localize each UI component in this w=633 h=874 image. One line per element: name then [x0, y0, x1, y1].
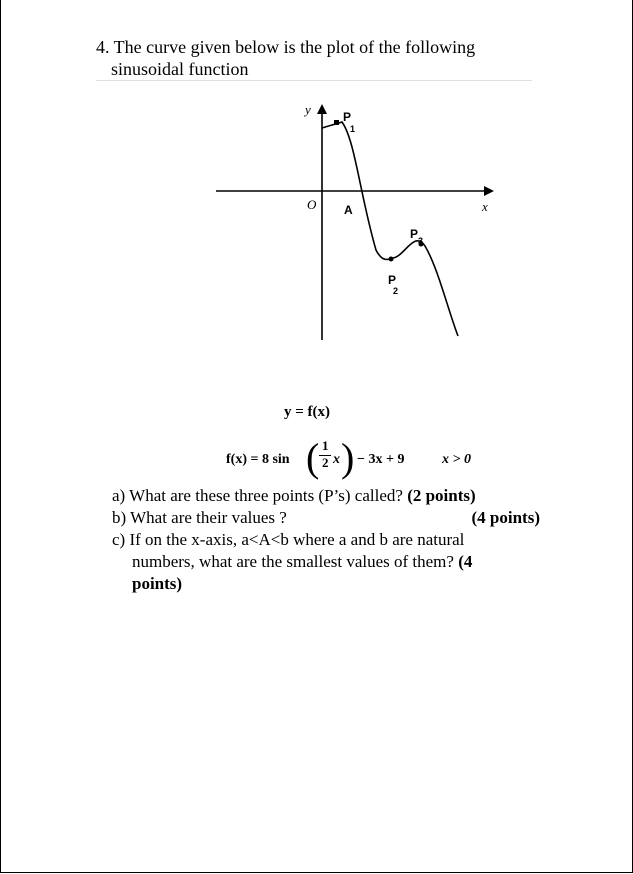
y-axis-label: y: [305, 102, 311, 117]
p2-marker: [389, 257, 394, 262]
origin-label: O: [307, 197, 317, 212]
part-a-points: (2 points): [407, 486, 476, 505]
part-c-text-1: c) If on the x-axis, a<A<b where a and b are natural: [112, 530, 465, 549]
domain-condition: x > 0: [442, 452, 471, 467]
part-b-points: (4 points): [471, 508, 540, 527]
p3-subscript: 3: [418, 236, 424, 246]
part-c-points-open: (4: [458, 552, 473, 571]
sinusoidal-curve: [322, 122, 458, 336]
part-a: [112, 485, 552, 507]
x-axis-label: x: [482, 199, 488, 214]
part-a-text: a) What are these three points (P’s) called?: [112, 486, 403, 505]
question-line-1: 4. The curve given below is the plot of the following: [96, 37, 476, 57]
f-left-part: f(x) = 8 sin: [226, 452, 290, 467]
part-c-line-2: [112, 551, 552, 573]
part-b-text: b) What are their values ?: [112, 508, 287, 527]
p1-subscript: 1: [350, 124, 356, 134]
f-right-part: − 3x + 9: [357, 452, 405, 467]
question-parts: [112, 485, 552, 595]
question-line-2: sinusoidal function: [111, 59, 249, 79]
heading-underline: [96, 80, 532, 81]
p1-marker: [334, 120, 339, 125]
fraction-x: x: [333, 452, 340, 467]
p2-letter: P: [388, 273, 397, 287]
y-axis-arrow-icon: [317, 104, 327, 114]
part-c-points-close: points): [132, 574, 183, 593]
fraction-numerator: 1: [322, 438, 329, 453]
fraction-denominator: 2: [322, 455, 329, 470]
part-c-text-2: numbers, what are the smallest values of them?: [132, 552, 454, 571]
p2-subscript: 2: [393, 286, 399, 296]
p3-letter: P: [410, 227, 419, 241]
p1-letter: P: [343, 110, 352, 124]
left-paren: (: [306, 435, 320, 480]
question-heading: [96, 36, 475, 80]
x-axis-arrow-icon: [484, 186, 494, 196]
right-paren: ): [341, 435, 355, 480]
part-c-line-1: [112, 529, 552, 551]
point-a-label: A: [344, 203, 353, 217]
part-c-line-3: [112, 573, 552, 595]
part-b: [112, 507, 552, 529]
y-equals-f-equation: y = f(x): [284, 404, 331, 420]
function-graph: [210, 100, 500, 350]
